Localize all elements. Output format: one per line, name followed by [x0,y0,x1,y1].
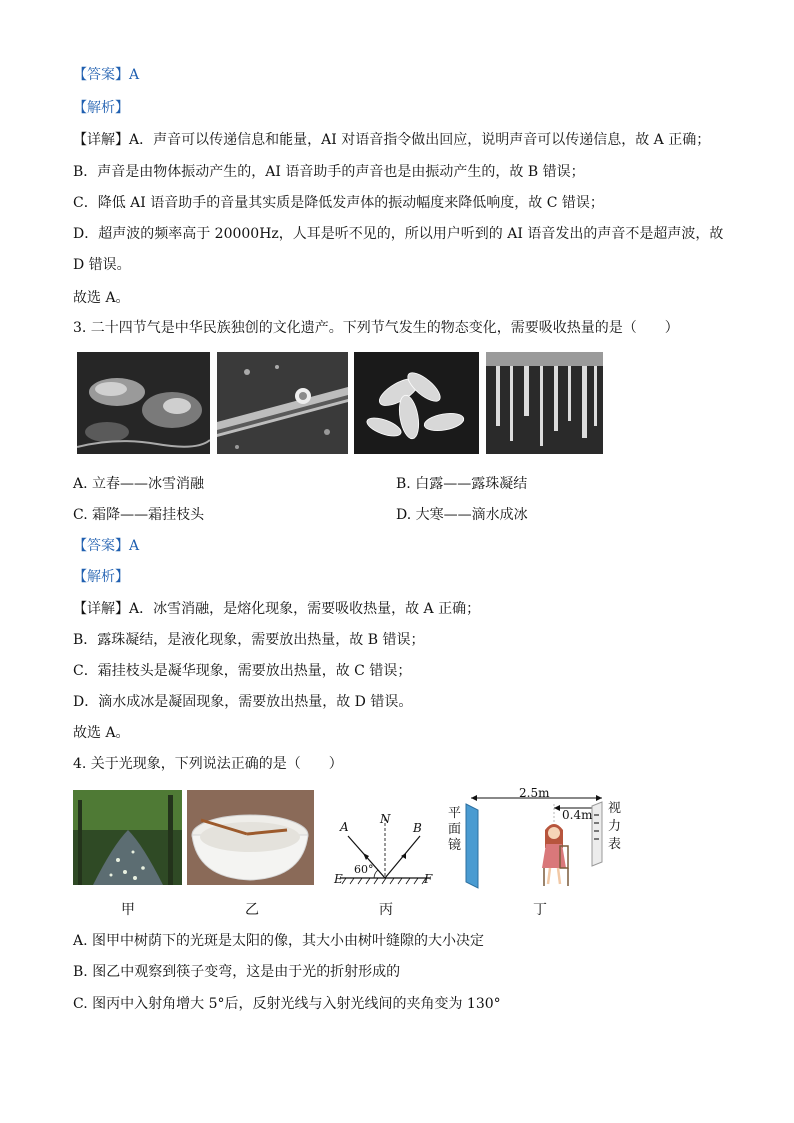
photo-dew [217,352,348,454]
q3-option-d: D. 大寒——滴水成冰 [396,507,528,523]
q3-option-c: C. 霜降——霜挂枝头 [73,507,205,523]
q2-detail-3: C．降低 AI 语音助手的音量其实质是降低发声体的振动幅度来降低响度，故 C 错误； [73,195,604,211]
q3-conclusion: 故选 A。 [73,725,130,741]
label-angle: 60° [354,863,374,876]
caption-jia: 甲 [121,902,135,918]
label-f: F [424,872,433,886]
q2-analysis-heading: 【解析】 [73,100,129,116]
q3-option-b: B. 白露——露珠凝结 [396,476,528,492]
label-plane-mirror: 平 面 镜 [448,806,462,853]
q3-detail-2: B．露珠凝结，是液化现象，需要放出热量，故 B 错误； [73,632,425,648]
photo-ice-melting [77,352,210,454]
q3-detail-1: 【详解】A．冰雪消融，是熔化现象，需要吸收热量，故 A 正确； [73,601,481,617]
photo-icicles [486,352,603,454]
label-e: E [334,872,343,886]
q3-detail-3: C．霜挂枝头是凝华现象，需要放出热量，故 C 错误； [73,663,412,679]
photo-forest-light-spots [73,790,182,885]
q2-detail-5: D 错误。 [73,257,131,273]
q2-detail-1: 【详解】A．声音可以传递信息和能量，AI 对语音指令做出回应，说明声音可以传递信息，故 A 正确； [73,132,711,148]
q2-detail-2: B．声音是由物体振动产生的，AI 语音助手的声音也是由振动产生的，故 B 错误； [73,164,585,180]
label-dist-2-5m: 2.5m [519,786,550,800]
label-dist-0-4m: 0.4m [562,808,593,822]
caption-yi: 乙 [245,902,259,918]
q3-analysis-heading: 【解析】 [73,569,129,585]
photo-chopstick-bowl [187,790,314,885]
label-n: N [380,812,391,826]
reflection-diagram [330,790,440,890]
eye-test-diagram [444,786,634,890]
q4-option-c: C. 图丙中入射角增大 5°后，反射光线与入射光线间的夹角变为 130° [73,996,501,1012]
label-b: B [413,821,422,835]
q3-answer: 【答案】A [73,538,140,554]
q2-conclusion: 故选 A。 [73,290,130,306]
q4-stem: 4. 关于光现象，下列说法正确的是（ ） [73,756,343,772]
q2-answer: 【答案】A [73,67,140,83]
q3-detail-4: D．滴水成冰是凝固现象，需要放出热量，故 D 错误。 [73,694,413,710]
q3-option-a: A. 立春——冰雪消融 [73,476,205,492]
q4-option-b: B. 图乙中观察到筷子变弯，这是由于光的折射形成的 [73,964,401,980]
q2-detail-4: D．超声波的频率高于 20000Hz，人耳是听不见的，所以用户听到的 AI 语音发出的声音不是超声波，故 [73,226,724,242]
label-a: A [340,820,349,834]
caption-bing: 丙 [379,902,393,918]
q4-option-a: A. 图甲中树荫下的光斑是太阳的像，其大小由树叶缝隙的大小决定 [73,933,485,949]
q3-stem: 3. 二十四节气是中华民族独创的文化遗产。下列节气发生的物态变化，需要吸收热量的是（ ） [73,320,679,336]
photo-frost-leaves [354,352,479,454]
caption-ding: 丁 [533,902,547,918]
label-eye-chart: 视 力 表 [608,801,622,852]
